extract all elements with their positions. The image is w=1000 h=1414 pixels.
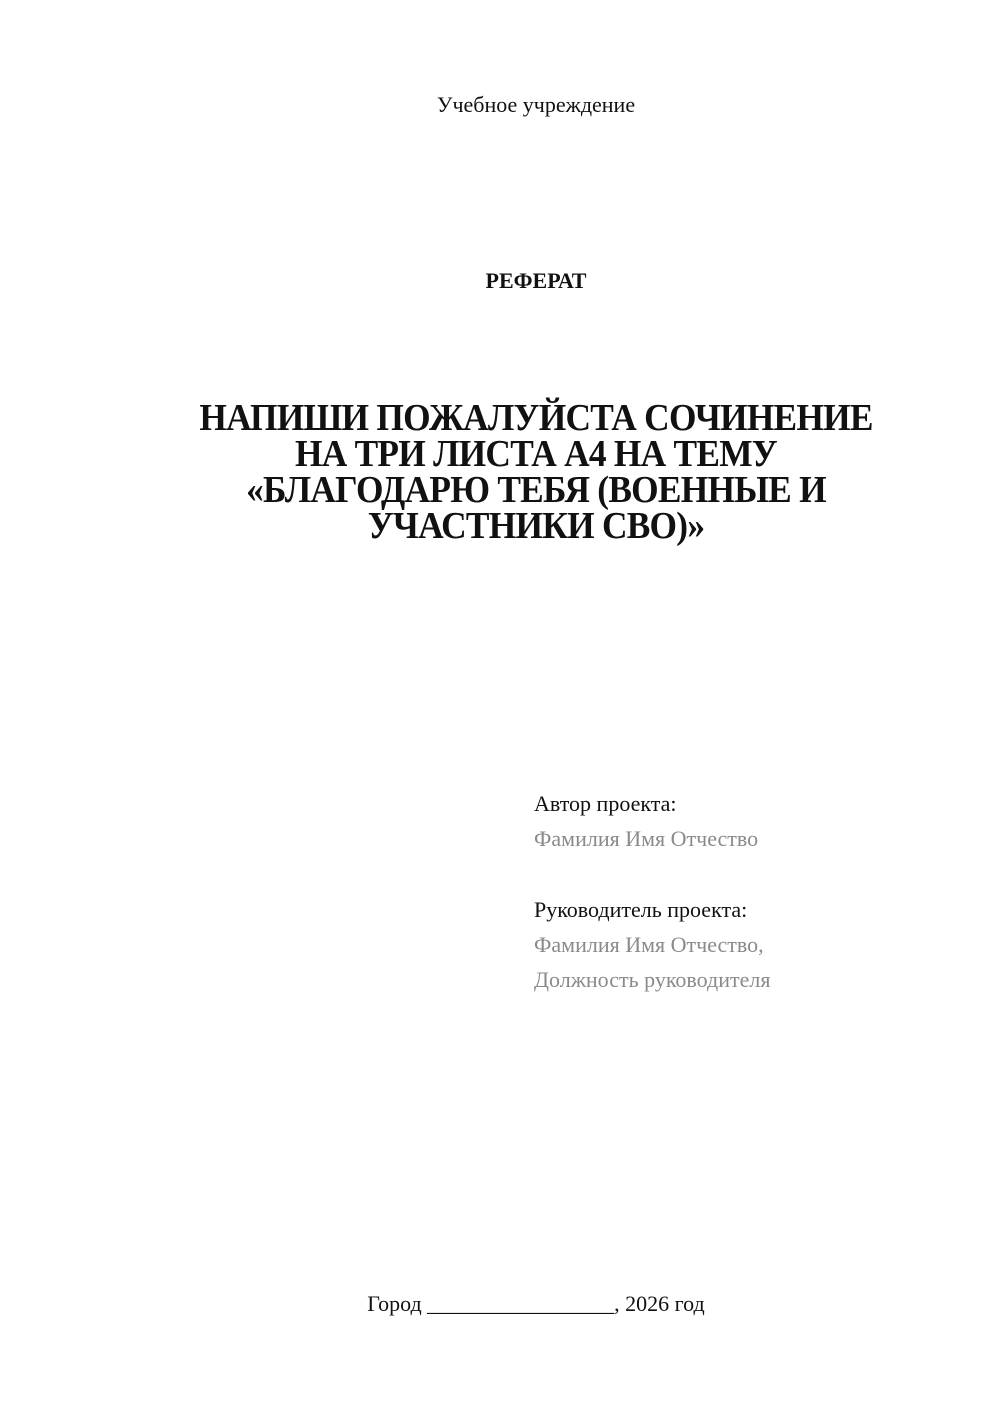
supervisor-position: Должность руководителя <box>534 967 771 992</box>
supervisor-label: Руководитель проекта: <box>534 897 748 922</box>
year: , 2026 год <box>614 1291 705 1316</box>
footer-city-year <box>0 1291 1000 1317</box>
city-label: Город <box>367 1291 422 1316</box>
city-blank: _________________ <box>427 1291 615 1316</box>
title-line: УЧАСТНИКИ СВО)» <box>367 505 705 547</box>
author-block <box>534 786 758 856</box>
institution: Учебное учреждение <box>436 92 636 117</box>
supervisor-name: Фамилия Имя Отчество, <box>534 932 764 957</box>
author-label: Автор проекта: <box>534 791 677 816</box>
document-type: РЕФЕРАТ <box>485 268 587 293</box>
title-line: НА ТРИ ЛИСТА А4 НА ТЕМУ <box>294 433 778 475</box>
author-name: Фамилия Имя Отчество <box>534 826 759 851</box>
document-title <box>0 397 1000 547</box>
title-line: «БЛАГОДАРЮ ТЕБЯ (ВОЕННЫЕ И <box>246 469 826 511</box>
supervisor-block <box>534 892 770 997</box>
title-line: НАПИШИ ПОЖАЛУЙСТА СОЧИНЕНИЕ <box>199 397 873 439</box>
